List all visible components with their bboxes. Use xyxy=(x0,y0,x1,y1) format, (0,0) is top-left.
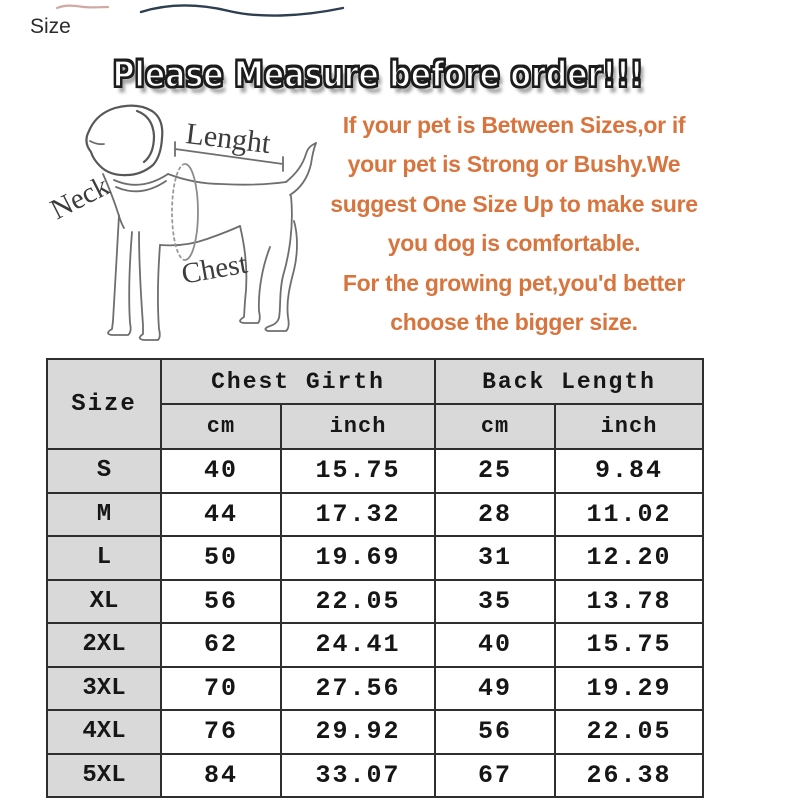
advice-line: you dog is comfortable. xyxy=(387,230,641,257)
table-cell: 22.05 xyxy=(555,710,703,754)
table-cell: 40 xyxy=(435,623,555,667)
table-cell: 84 xyxy=(161,754,281,798)
size-table xyxy=(46,358,704,798)
unit-header: inch xyxy=(281,404,435,449)
advice-line: choose the bigger size. xyxy=(390,309,638,336)
dog-hind-leg-near xyxy=(265,196,297,331)
table-cell: 13.78 xyxy=(555,580,703,624)
dog-measurement-diagram xyxy=(35,95,350,345)
table-cell: 31 xyxy=(435,536,555,580)
dog-front-leg-near xyxy=(108,215,132,335)
table-row-m xyxy=(47,493,703,537)
dog-ear xyxy=(137,111,154,162)
size-cell: 4XL xyxy=(47,710,161,754)
unit-header: cm xyxy=(435,404,555,449)
dog-mouth-line xyxy=(90,141,104,144)
sizing-advice-text xyxy=(318,106,710,342)
table-cell: 24.41 xyxy=(281,623,435,667)
table-cell: 62 xyxy=(161,623,281,667)
chest-girth-header: Chest Girth xyxy=(161,359,435,404)
table-cell: 9.84 xyxy=(555,449,703,493)
dog-tail-lower xyxy=(290,143,316,195)
table-row-4xl xyxy=(47,710,703,754)
wavy-divider-line xyxy=(141,6,343,16)
size-cell: 3XL xyxy=(47,667,161,711)
dog-head-outline xyxy=(86,106,162,175)
size-cell: S xyxy=(47,449,161,493)
table-cell: 29.92 xyxy=(281,710,435,754)
table-cell: 22.05 xyxy=(281,580,435,624)
table-cell: 56 xyxy=(161,580,281,624)
chest-girth-ellipse-solid xyxy=(185,164,198,260)
table-row-5xl xyxy=(47,754,703,798)
advice-line: If your pet is Between Sizes,or if xyxy=(342,112,686,138)
table-cell: 49 xyxy=(435,667,555,711)
unit-header: cm xyxy=(161,404,281,449)
size-cell: L xyxy=(47,536,161,580)
table-cell: 40 xyxy=(161,449,281,493)
table-cell: 26.38 xyxy=(555,754,703,798)
advice-line: For the growing pet,you'd better xyxy=(342,269,686,296)
table-cell: 35 xyxy=(435,580,555,624)
chest-label: Chest xyxy=(179,247,250,291)
measure-warning-title: Please Measure before order!!! xyxy=(112,54,644,96)
size-column-header: Size xyxy=(47,359,161,449)
section-heading-size: Size xyxy=(30,15,71,38)
advice-line: suggest One Size Up to make sure xyxy=(330,190,698,217)
table-cell: 44 xyxy=(161,493,281,537)
table-cell: 19.29 xyxy=(555,667,703,711)
table-cell: 15.75 xyxy=(281,449,435,493)
table-row-xl xyxy=(47,580,703,624)
table-row-3xl xyxy=(47,667,703,711)
table-row-s xyxy=(47,449,703,493)
table-cell: 15.75 xyxy=(555,623,703,667)
length-label: Lenght xyxy=(183,117,273,161)
size-cell: 5XL xyxy=(47,754,161,798)
table-cell: 28 xyxy=(435,493,555,537)
red-scribble xyxy=(57,6,108,8)
dog-front-leg-far xyxy=(139,232,160,340)
table-cell: 76 xyxy=(161,710,281,754)
table-cell: 11.02 xyxy=(555,493,703,537)
table-cell: 70 xyxy=(161,667,281,711)
table-cell: 25 xyxy=(435,449,555,493)
size-cell: M xyxy=(47,493,161,537)
back-length-header: Back Length xyxy=(435,359,703,404)
unit-header: inch xyxy=(555,404,703,449)
top-decor xyxy=(0,0,800,34)
table-row-2xl xyxy=(47,623,703,667)
table-cell: 50 xyxy=(161,536,281,580)
table-cell: 33.07 xyxy=(281,754,435,798)
neck-label: Neck xyxy=(45,169,115,227)
table-cell: 17.32 xyxy=(281,493,435,537)
table-cell: 12.20 xyxy=(555,536,703,580)
dog-back-line xyxy=(168,174,286,185)
table-cell: 19.69 xyxy=(281,536,435,580)
table-row-l xyxy=(47,536,703,580)
table-cell: 67 xyxy=(435,754,555,798)
table-cell: 56 xyxy=(435,710,555,754)
table-cell: 27.56 xyxy=(281,667,435,711)
size-cell: XL xyxy=(47,580,161,624)
advice-line: your pet is Strong or Bushy.We xyxy=(347,151,681,178)
size-cell: 2XL xyxy=(47,623,161,667)
